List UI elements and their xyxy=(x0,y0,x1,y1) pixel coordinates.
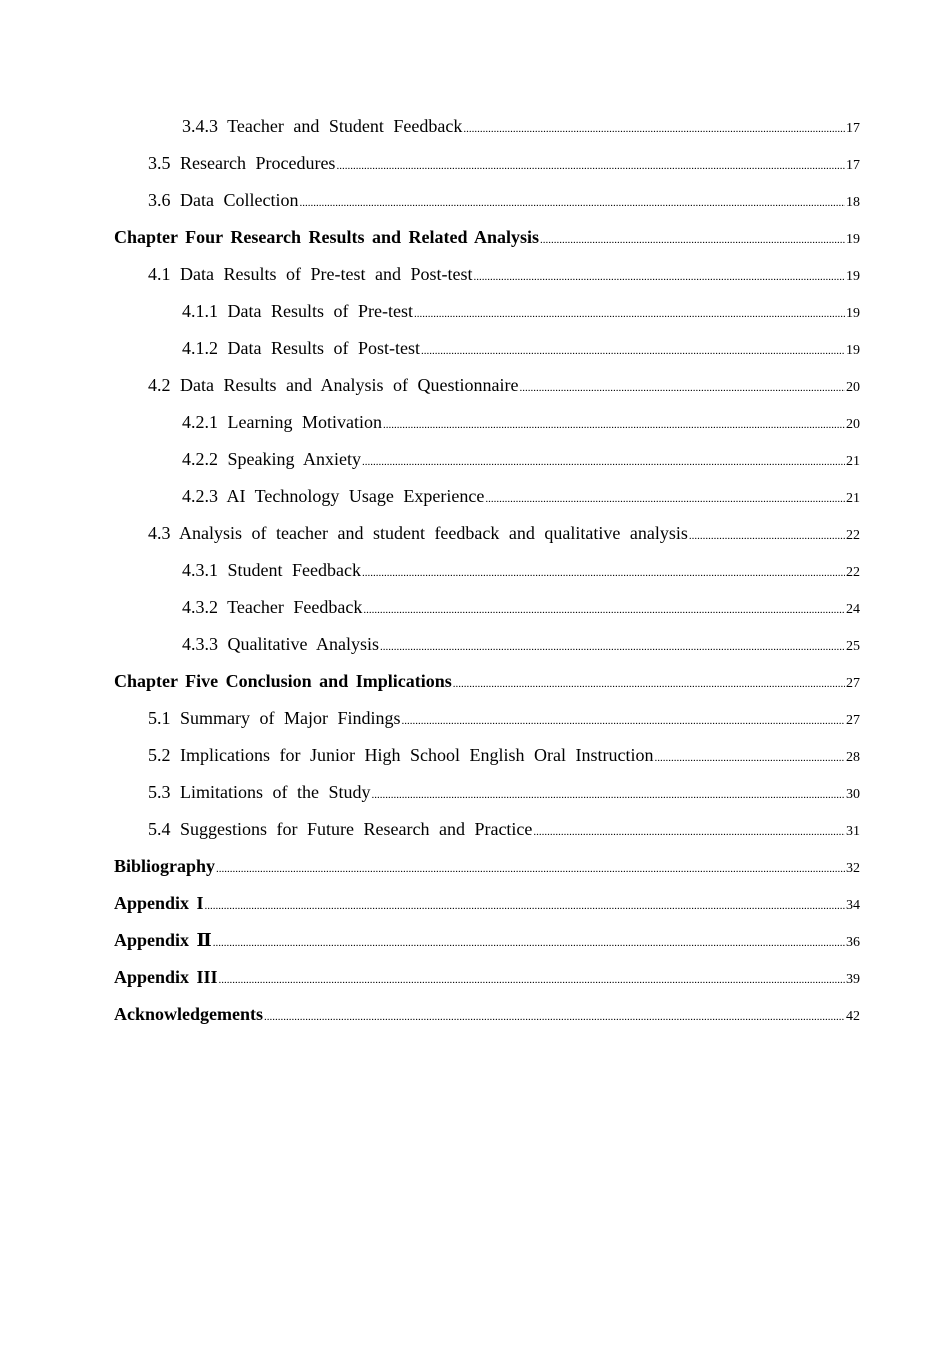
toc-page-number: 19 xyxy=(846,269,860,284)
toc-entry[interactable] xyxy=(114,700,860,737)
toc-entry-title: 4.2 Data Results and Analysis of Questionnaire xyxy=(148,375,519,395)
dot-leader xyxy=(362,444,845,481)
dot-leader xyxy=(264,999,845,1036)
toc-page-number: 24 xyxy=(846,602,860,617)
toc-entry-title: Appendix I xyxy=(114,893,204,913)
dot-leader xyxy=(519,370,845,407)
table-of-contents xyxy=(114,108,860,1033)
toc-entry-title: Chapter Five Conclusion and Implications xyxy=(114,671,452,691)
toc-entry[interactable] xyxy=(114,256,860,293)
dot-leader xyxy=(533,814,845,851)
dot-leader xyxy=(213,925,845,962)
toc-entry[interactable] xyxy=(114,885,860,922)
toc-entry[interactable] xyxy=(114,811,860,848)
toc-entry-title: 4.3.3 Qualitative Analysis xyxy=(182,634,379,654)
dot-leader xyxy=(363,592,845,629)
dot-leader xyxy=(402,703,846,740)
toc-entry-title: Bibliography xyxy=(114,856,216,876)
toc-entry-title: 4.1.2 Data Results of Post-test xyxy=(182,338,420,358)
toc-entry-title: 3.5 Research Procedures xyxy=(148,153,336,173)
toc-entry-title: 4.2.1 Learning Motivation xyxy=(182,412,382,432)
toc-page-number: 19 xyxy=(846,343,860,358)
toc-entry-title: Chapter Four Research Results and Related Analysis xyxy=(114,227,540,247)
toc-entry[interactable] xyxy=(114,478,860,515)
toc-entry[interactable] xyxy=(114,219,860,256)
toc-page-number: 20 xyxy=(846,380,860,395)
toc-entry-title: Appendix III xyxy=(114,967,218,987)
toc-page-number: 27 xyxy=(846,676,860,691)
toc-page-number: 27 xyxy=(846,713,860,728)
toc-entry-title: 4.1.1 Data Results of Pre-test xyxy=(182,301,413,321)
dot-leader xyxy=(414,296,845,333)
toc-entry[interactable] xyxy=(114,626,860,663)
toc-entry[interactable] xyxy=(114,589,860,626)
dot-leader xyxy=(205,888,845,925)
dot-leader xyxy=(463,111,845,148)
toc-entry-title: Acknowledgements xyxy=(114,1004,263,1024)
toc-page-number: 19 xyxy=(846,232,860,247)
toc-entry-title: 4.3.1 Student Feedback xyxy=(182,560,361,580)
dot-leader xyxy=(689,518,845,555)
toc-entry[interactable] xyxy=(114,848,860,885)
dot-leader xyxy=(380,629,845,666)
toc-entry[interactable] xyxy=(114,996,860,1033)
toc-entry-title: Appendix Ⅱ xyxy=(114,930,212,950)
dot-leader xyxy=(372,777,846,814)
toc-entry[interactable] xyxy=(114,441,860,478)
toc-entry[interactable] xyxy=(114,737,860,774)
dot-leader xyxy=(383,407,845,444)
toc-entry[interactable] xyxy=(114,552,860,589)
toc-entry-title: 4.3 Analysis of teacher and student feedback and qualitative analysis xyxy=(148,523,688,543)
dot-leader xyxy=(216,851,845,888)
toc-page-number: 17 xyxy=(846,158,860,173)
toc-page-number: 17 xyxy=(846,121,860,136)
toc-page-number: 39 xyxy=(846,972,860,987)
toc-entry[interactable] xyxy=(114,404,860,441)
dot-leader xyxy=(453,666,845,703)
toc-entry-title: 5.3 Limitations of the Study xyxy=(148,782,371,802)
toc-entry-title: 4.1 Data Results of Pre-test and Post-test xyxy=(148,264,473,284)
toc-page-number: 21 xyxy=(846,454,860,469)
toc-entry-title: 5.1 Summary of Major Findings xyxy=(148,708,401,728)
toc-entry[interactable] xyxy=(114,959,860,996)
dot-leader xyxy=(219,962,845,999)
toc-entry[interactable] xyxy=(114,515,860,552)
toc-page-number: 25 xyxy=(846,639,860,654)
toc-page-number: 19 xyxy=(846,306,860,321)
toc-entry-title: 4.3.2 Teacher Feedback xyxy=(182,597,363,617)
toc-entry[interactable] xyxy=(114,330,860,367)
toc-entry[interactable] xyxy=(114,293,860,330)
dot-leader xyxy=(299,185,845,222)
toc-entry-title: 3.4.3 Teacher and Student Feedback xyxy=(182,116,463,136)
toc-page-number: 18 xyxy=(846,195,860,210)
dot-leader xyxy=(485,481,845,518)
toc-entry-title: 3.6 Data Collection xyxy=(148,190,299,210)
toc-entry[interactable] xyxy=(114,922,860,959)
toc-page-number: 36 xyxy=(846,935,860,950)
toc-entry-title: 5.4 Suggestions for Future Research and Practice xyxy=(148,819,533,839)
toc-entry[interactable] xyxy=(114,367,860,404)
dot-leader xyxy=(540,222,845,259)
toc-page-number: 28 xyxy=(846,750,860,765)
toc-entry[interactable] xyxy=(114,663,860,700)
dot-leader xyxy=(336,148,845,185)
dot-leader xyxy=(473,259,845,296)
toc-page-number: 21 xyxy=(846,491,860,506)
toc-page-number: 31 xyxy=(846,824,860,839)
toc-entry-title: 4.2.3 AI Technology Usage Experience xyxy=(182,486,485,506)
dot-leader xyxy=(654,740,845,777)
toc-entry[interactable] xyxy=(114,774,860,811)
toc-entry-title: 4.2.2 Speaking Anxiety xyxy=(182,449,361,469)
toc-entry[interactable] xyxy=(114,145,860,182)
toc-page-number: 42 xyxy=(846,1009,860,1024)
toc-page-number: 30 xyxy=(846,787,860,802)
toc-entry[interactable] xyxy=(114,108,860,145)
toc-page-number: 22 xyxy=(846,528,860,543)
toc-entry-title: 5.2 Implications for Junior High School English Oral Instruction xyxy=(148,745,654,765)
toc-entry[interactable] xyxy=(114,182,860,219)
dot-leader xyxy=(362,555,845,592)
toc-page-number: 34 xyxy=(846,898,860,913)
toc-page-number: 22 xyxy=(846,565,860,580)
dot-leader xyxy=(421,333,845,370)
toc-page-number: 20 xyxy=(846,417,860,432)
toc-page-number: 32 xyxy=(846,861,860,876)
